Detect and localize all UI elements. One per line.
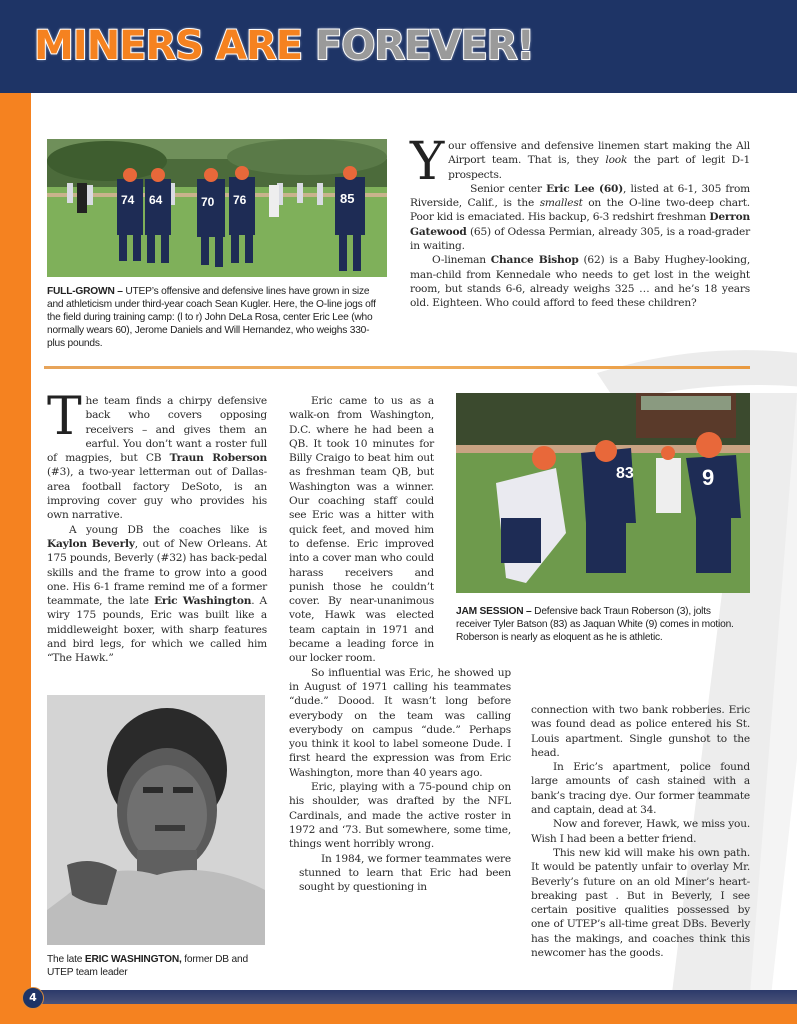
text-run: (65) of Odessa Permian, already 305, is a road-grader in waiting. [410,225,750,253]
text-run: the part of legit D-1 prospects. [448,154,750,181]
text-run: O-lineman [432,254,491,267]
player-name: Eric Washington [154,595,252,608]
photo-offensive-line [47,139,387,277]
photo-jam-session [456,393,750,593]
jersey-number: 9 [702,465,715,490]
text-run: smallest [539,197,583,210]
caption-lead: ERIC WASHINGTON, [84,954,182,965]
text-run: on the O-line two-deep chart. Poor kid is emaciated. His backup, 6-3 redshirt freshman [410,197,750,224]
paragraph: In 1984, we former teammates were stunned to learn that Eric had been sought by questioning in [299,852,511,894]
player-name: Derron Gatewood [410,211,750,238]
player-name: Chance Bishop [490,254,579,267]
column-1-text [47,387,267,666]
drop-cap: T [47,387,82,447]
paragraph: Eric came to us as a walk-on from Washington, D.C. where he had been a QB. It took 10 minutes for Billy Craigo to beat him out as freshman team QB, but Washington was a winner. Our coaching staff could see Eric was a hitter with quick feet, and moved him to defense. Eric improved into a cover man who could harass receivers and punish those he couldn’t cover. By near-unanimous vote, Hawk was elected team captain in 1971 and became a leading force in our locker room. [289,395,434,665]
photo-caption-full-grown [47,285,387,350]
caption-lead: FULL-GROWN – [47,286,123,297]
jersey-number: 85 [340,191,355,206]
photo-caption-jam-session [456,605,746,644]
jersey-number: 74 [121,193,135,207]
text-run: , listed at 6-1, 305 from Riverside, Calif., is the [410,182,751,210]
page-title [34,18,534,74]
jersey-number: 64 [149,193,163,207]
text-run: . A wiry 175 pounds, Eric was built like a middleweight boxer, with sharp features and bird legs, for which we called him “The Hawk.” [47,595,267,665]
paragraph: So influential was Eric, he showed up in August of 1971 calling his teammates “dude.” Doood. It wasn’t long before everybody on the team was calling everybody on campus “dude.” Perhaps you think it kool to label someone Dude. I first heard the expression was from Eric Washington, more than 40 years ago. [289,666,511,779]
paragraph: Eric, playing with a 75-pound chip on his shoulder, was drafted by the NFL Cardinals, and made the active roster in 1972 and ‘73. But somewhere, some time, things went horribly wrong. [289,781,511,851]
title-part-orange: MINERS ARE [34,23,303,69]
text-run: A young DB the coaches like is [69,523,267,536]
page-number: 4 [22,987,44,1009]
text-run: (#3), a two-year letterman out of Dallas-area football factory DeSoto, is an improving cover guy who provides his own narrative. [47,466,267,522]
caption-text: UTEP’s offensive and defensive lines have grown in size and athleticism under third-year coach Sean Kugler. Here, the O-line jogs off the field during training camp: (l to r) John DeLa Rosa, center Eric Lee (who normally wears 60), Jerome Daniels and Will Hernandez, who weighs 330-plus pounds. [47,286,376,349]
title-part-gray: FOREVER! [315,23,534,69]
text-run: , out of New Orleans. At 175 pounds, Beverly (#32) has back-pedal skills and the frame to grow into a good one. His 6-1 frame remind me of a former teammate, the late [47,537,267,608]
photo-caption-eric-washington [47,953,272,979]
jersey-number: 83 [616,465,634,482]
column-3-text [531,703,750,960]
player-name: Eric Lee (60) [546,182,624,195]
paragraph: connection with two bank robberies. Eric was found dead as police entered his St. Louis apartment. Single gunshot to the head. [531,704,750,759]
paragraph: Now and forever, Hawk, we miss you. Wish I had been a better friend. [531,818,750,845]
text-run: (62) is a Baby Hughey-looking, man-child from Kennedale who needs to get lost in the weight room, but stands 6-6, already weighs 325 … and he’s 18 years old. Eighteen. Who could afford to feed these children? [410,254,750,310]
player-name: Traun Roberson [169,452,267,465]
drop-cap: Y [410,132,445,192]
intro-text [410,132,751,311]
caption-text: Defensive back Traun Roberson (3), jolts receiver Tyler Batson (83) as Jaquan White (9) comes in motion. Roberson is nearly as eloquent as he is athletic. [456,606,734,643]
text-run: look [605,154,628,167]
jersey-number: 76 [233,193,247,207]
section-divider [44,366,750,369]
caption-text: former DB and UTEP team leader [47,954,248,978]
footer-bar [31,990,797,1004]
caption-lead: JAM SESSION – [456,606,532,617]
text-run: Senior center [470,182,547,195]
player-name: Kaylon Beverly [47,537,135,550]
photo-eric-washington [47,695,265,945]
text-run: he team finds a chirpy defensive back who covers opposing receivers – and gives them an earful. You don’t want a roster full of magpies, but CB [47,395,267,465]
jersey-number: 70 [201,195,215,209]
paragraph: In Eric’s apartment, police found large amounts of cash stained with a bank’s tracing dye. Our former teammate and captain, dead at 34. [531,761,750,817]
paragraph: This new kid will make his own path. It would be patently unfair to overlay Mr. Beverly’s future on an old Miner’s heart-breaking past . But in Beverly, I see certain positive qualities possessed by one of UTEP’s all-time great DBs. Beverly has the makings, and coaches think this newcomer has the goods. [531,846,750,960]
text-run: our offensive and defensive linemen start making the All Airport team. That is, they [448,140,750,167]
masthead-banner [0,0,797,93]
caption-text: The late [47,954,85,965]
